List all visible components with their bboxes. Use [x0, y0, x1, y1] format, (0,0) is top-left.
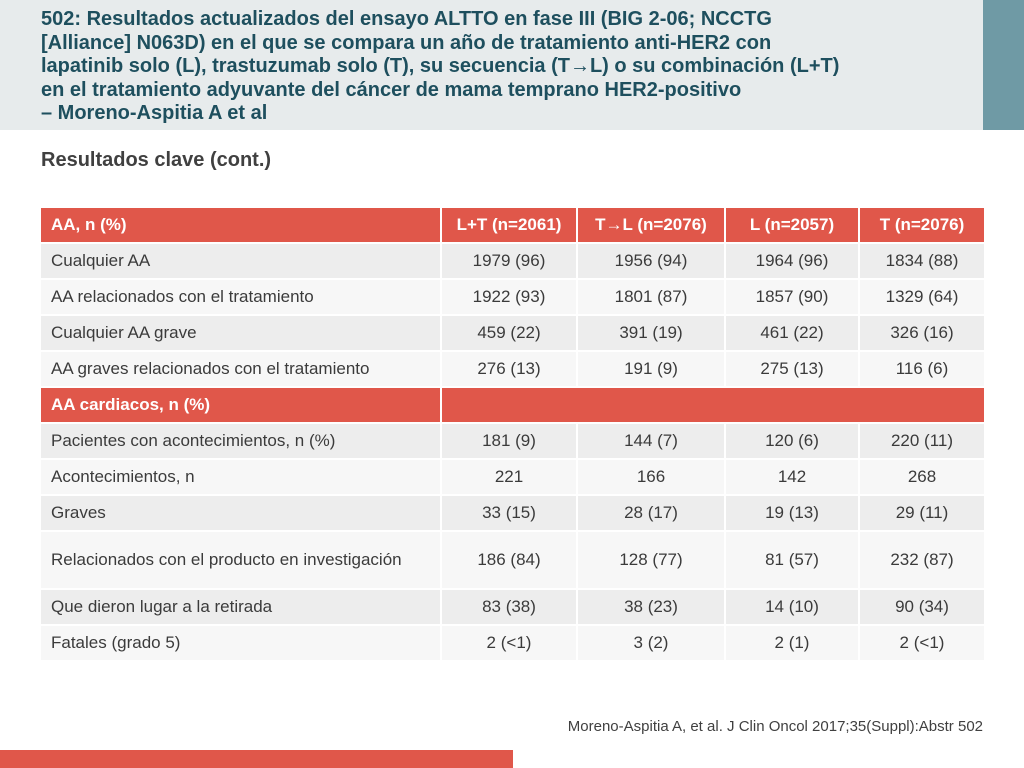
section-label: AA cardiacos, n (%) — [41, 387, 441, 423]
cell-value: 1329 (64) — [859, 279, 984, 315]
column-header-tl: T→L (n=2076) — [577, 208, 725, 243]
cell-value: 33 (15) — [441, 495, 577, 531]
cell-value: 232 (87) — [859, 531, 984, 589]
cell-value: 1979 (96) — [441, 243, 577, 279]
cell-value: 29 (11) — [859, 495, 984, 531]
header-accent-block — [983, 0, 1024, 130]
row-label: Cualquier AA grave — [41, 315, 441, 351]
column-header-lt: L+T (n=2061) — [441, 208, 577, 243]
cell-value: 38 (23) — [577, 589, 725, 625]
table-row — [41, 243, 984, 279]
row-label: Pacientes con acontecimientos, n (%) — [41, 423, 441, 459]
column-header-ae: AA, n (%) — [41, 208, 441, 243]
row-label: AA graves relacionados con el tratamiento — [41, 351, 441, 387]
row-label: Graves — [41, 495, 441, 531]
table-row — [41, 351, 984, 387]
cell-value: 276 (13) — [441, 351, 577, 387]
cell-value: 181 (9) — [441, 423, 577, 459]
cell-value: 191 (9) — [577, 351, 725, 387]
cell-value: 1801 (87) — [577, 279, 725, 315]
cell-value: 275 (13) — [725, 351, 859, 387]
cell-value: 128 (77) — [577, 531, 725, 589]
cell-value: 3 (2) — [577, 625, 725, 661]
cell-value: 1956 (94) — [577, 243, 725, 279]
cell-value: 90 (34) — [859, 589, 984, 625]
table-row — [41, 495, 984, 531]
row-label: Cualquier AA — [41, 243, 441, 279]
table-row — [41, 279, 984, 315]
cell-value: 221 — [441, 459, 577, 495]
citation: Moreno-Aspitia A, et al. J Clin Oncol 2017;35(Suppl):Abstr 502 — [567, 718, 983, 735]
cell-value: 81 (57) — [725, 531, 859, 589]
row-label: AA relacionados con el tratamiento — [41, 279, 441, 315]
cell-value: 116 (6) — [859, 351, 984, 387]
section-header-fill — [441, 387, 984, 423]
cell-value: 391 (19) — [577, 315, 725, 351]
slide-title — [41, 8, 976, 126]
cell-value: 144 (7) — [577, 423, 725, 459]
cell-value: 2 (<1) — [859, 625, 984, 661]
table-row — [41, 423, 984, 459]
cell-value: 220 (11) — [859, 423, 984, 459]
row-label: Acontecimientos, n — [41, 459, 441, 495]
cell-value: 268 — [859, 459, 984, 495]
cell-value: 1964 (96) — [725, 243, 859, 279]
adverse-events-table — [41, 208, 984, 662]
title-line: [Alliance] N063D) en el que se compara un año de tratamiento anti-HER2 con — [41, 31, 772, 54]
row-label: Fatales (grado 5) — [41, 625, 441, 661]
table-row — [41, 459, 984, 495]
cell-value: 120 (6) — [725, 423, 859, 459]
cell-value: 326 (16) — [859, 315, 984, 351]
table-row — [41, 589, 984, 625]
row-label: Que dieron lugar a la retirada — [41, 589, 441, 625]
cell-value: 1834 (88) — [859, 243, 984, 279]
title-line: – Moreno-Aspitia A et al — [41, 102, 268, 124]
table-header-row — [41, 208, 984, 243]
column-header-l: L (n=2057) — [725, 208, 859, 243]
cell-value: 83 (38) — [441, 589, 577, 625]
cell-value: 459 (22) — [441, 315, 577, 351]
table-row — [41, 625, 984, 661]
title-line: 502: Resultados actualizados del ensayo ALTTO en fase III (BIG 2-06; NCCTG — [41, 8, 772, 30]
cell-value: 461 (22) — [725, 315, 859, 351]
cell-value: 28 (17) — [577, 495, 725, 531]
cell-value: 166 — [577, 459, 725, 495]
cell-value: 14 (10) — [725, 589, 859, 625]
section-header-row — [41, 387, 984, 423]
row-label: Relacionados con el producto en investigación — [41, 531, 441, 589]
title-line: en el tratamiento adyuvante del cáncer de mama temprano HER2-positivo — [41, 78, 742, 101]
column-header-t: T (n=2076) — [859, 208, 984, 243]
cell-value: 2 (1) — [725, 625, 859, 661]
cell-value: 1922 (93) — [441, 279, 577, 315]
cell-value: 142 — [725, 459, 859, 495]
cell-value: 1857 (90) — [725, 279, 859, 315]
footer-accent-bar — [0, 750, 513, 768]
section-subtitle: Resultados clave (cont.) — [41, 149, 272, 171]
title-line: lapatinib solo (L), trastuzumab solo (T), su secuencia (T→L) o su combinación (L+T) — [41, 55, 840, 77]
table-row — [41, 531, 984, 589]
cell-value: 186 (84) — [441, 531, 577, 589]
table-row — [41, 315, 984, 351]
cell-value: 19 (13) — [725, 495, 859, 531]
cell-value: 2 (<1) — [441, 625, 577, 661]
